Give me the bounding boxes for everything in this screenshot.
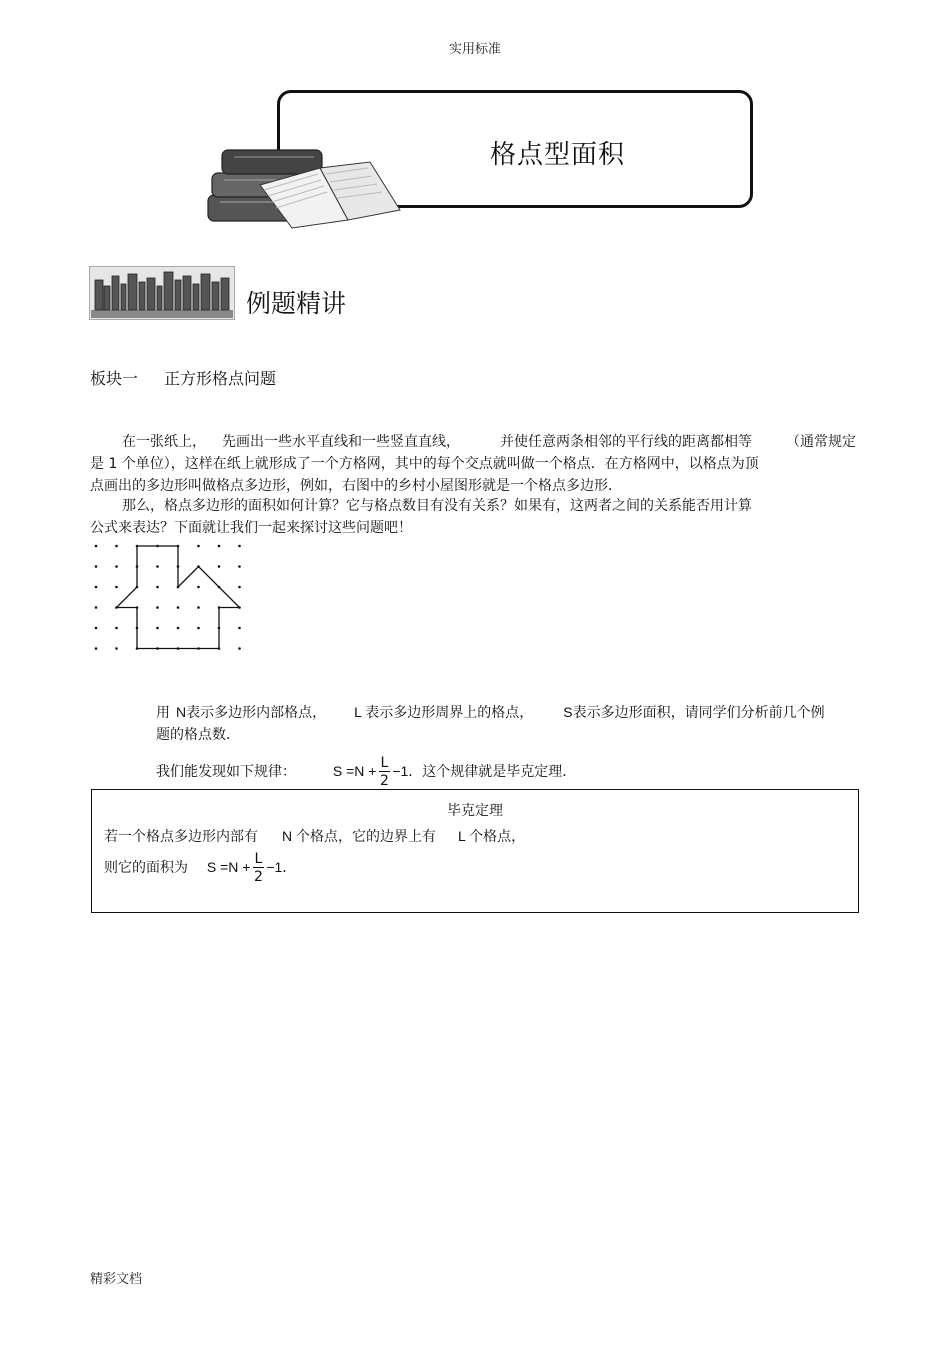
books-illustration	[200, 140, 410, 230]
lattice-point	[95, 606, 98, 609]
theorem-formula-denominator: 2	[253, 869, 263, 885]
page-title: 格点型面积	[490, 140, 626, 170]
page-footer: 精彩文档	[90, 1272, 143, 1287]
intro-paragraph	[90, 431, 856, 497]
rule-paragraph	[156, 701, 825, 746]
lattice-point	[95, 545, 98, 548]
lattice-point	[156, 627, 159, 630]
lattice-point	[115, 627, 118, 630]
formula-fraction	[379, 756, 391, 788]
lattice-point	[218, 545, 221, 548]
intro-paragraph-2	[90, 495, 752, 539]
formula-left: S =N +	[332, 763, 377, 779]
intro-line4: 那么，格点多边形的面积如何计算？它与格点数目有没有关系？如果有，这两者之间的关系能否用计算	[122, 498, 752, 514]
theorem-formula-numerator: L	[254, 851, 263, 867]
intro-line1-c: 并使任意两条相邻的平行线的距离都相等	[500, 434, 752, 450]
lattice-point	[177, 627, 180, 630]
section-name: 正方形格点问题	[164, 369, 277, 388]
intro-line1-a: 在一张纸上，	[122, 434, 206, 450]
formula-denominator: 2	[379, 773, 389, 789]
rule-line1-d: S表示多边形面积，请同学们分析前几个例	[563, 704, 825, 720]
rule-line2: 题的格点数．	[156, 727, 240, 743]
lattice-point	[238, 545, 241, 548]
theorem-formula-right: −1．	[266, 859, 297, 875]
theorem-line1-b: N 个格点，它的边界上有	[282, 828, 436, 844]
intro-line2: 是 1 个单位），这样在纸上就形成了一个方格网，其中的每个交点就叫做一个格点．在方格网中，以格点为顶	[90, 456, 759, 472]
lattice-house-figure	[88, 536, 278, 660]
formula-numerator: L	[380, 755, 389, 771]
lattice-point	[238, 647, 241, 650]
formula-right: −1．这个规律就是毕克定理．	[392, 763, 577, 779]
page-header: 实用标准	[448, 42, 501, 57]
bookshelf-banner-icon	[89, 266, 235, 320]
intro-line3: 点画出的多边形叫做格点多边形，例如，右图中的乡村小屋图形就是一个格点多边形．	[90, 478, 622, 494]
lattice-point	[156, 565, 159, 568]
lattice-point	[197, 545, 200, 548]
theorem-line2	[104, 852, 296, 884]
rule-formula-line	[156, 756, 576, 788]
theorem-formula-left: S =N +	[206, 859, 251, 875]
lattice-point	[95, 565, 98, 568]
lattice-point	[115, 586, 118, 589]
lattice-point	[95, 647, 98, 650]
house-polygon	[117, 546, 240, 649]
intro-line1-b: 先画出一些水平直线和一些竖直直线，	[222, 434, 460, 450]
lattice-point	[115, 647, 118, 650]
rule-line1-a: 用	[156, 705, 170, 721]
lattice-point	[177, 606, 180, 609]
section-heading	[90, 366, 302, 389]
rule-line3-a: 我们能发现如下规律：	[156, 764, 296, 780]
theorem-line2-a: 则它的面积为	[104, 860, 188, 876]
theorem-line1-a: 若一个格点多边形内部有	[104, 829, 258, 845]
theorem-title: 毕克定理	[447, 803, 503, 819]
theorem-line1	[104, 826, 525, 846]
lattice-point	[115, 565, 118, 568]
intro-line1-d: （通常规定	[786, 434, 856, 450]
theorem-formula-fraction	[253, 852, 265, 884]
rule-line1-c: L 表示多边形周界上的格点，	[354, 704, 534, 720]
rule-line1-b: N表示多边形内部格点，	[176, 704, 327, 720]
section-label: 板块一	[90, 369, 139, 388]
lattice-point	[238, 586, 241, 589]
lattice-point	[197, 586, 200, 589]
intro-line5: 公式来表达？下面就让我们一起来探讨这些问题吧！	[90, 520, 412, 536]
lattice-point	[197, 606, 200, 609]
lattice-point	[95, 586, 98, 589]
lattice-point	[238, 627, 241, 630]
lattice-point	[156, 606, 159, 609]
lattice-point	[238, 565, 241, 568]
lattice-point	[95, 627, 98, 630]
section-banner-title: 例题精讲	[246, 289, 347, 318]
lattice-point	[218, 565, 221, 568]
lattice-point	[115, 545, 118, 548]
theorem-line1-c: L 个格点，	[458, 828, 526, 844]
lattice-point	[197, 627, 200, 630]
lattice-point	[156, 586, 159, 589]
